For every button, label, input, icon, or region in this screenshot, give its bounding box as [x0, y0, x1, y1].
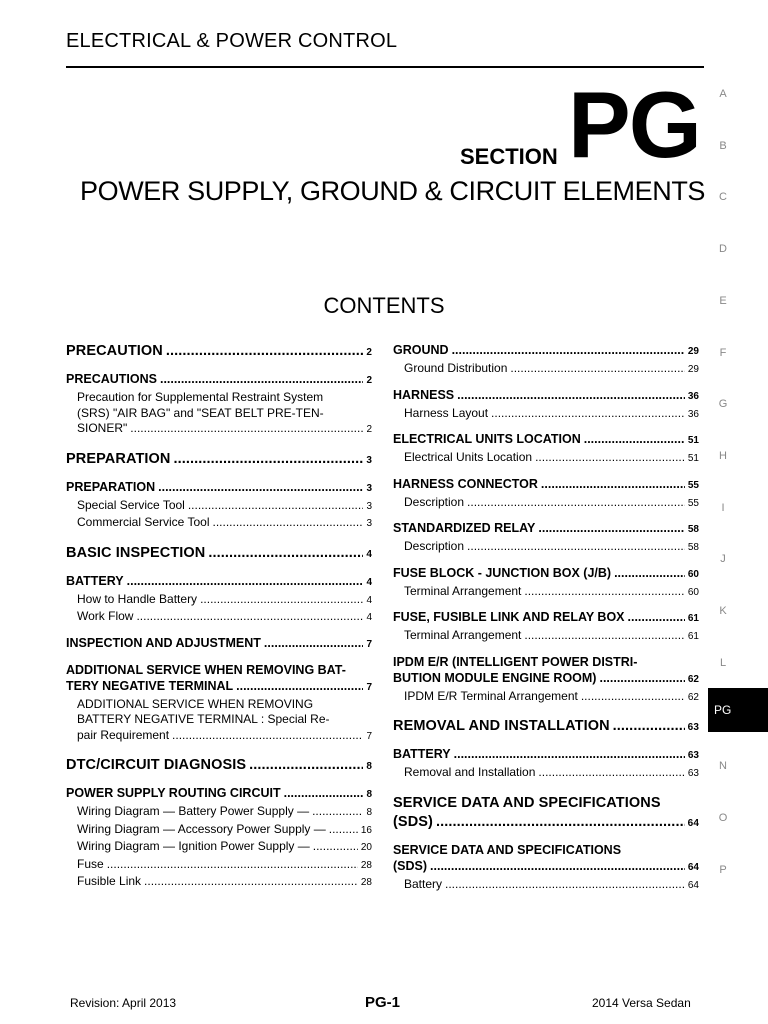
toc-page-number: 2 — [366, 347, 372, 358]
toc-entry-title: HARNESS — [393, 387, 455, 402]
toc-entry[interactable] — [66, 592, 372, 609]
toc-entry[interactable] — [393, 689, 699, 706]
toc-entry-title: Precaution for Supplemental Restraint System — [77, 390, 324, 404]
toc-entry[interactable] — [66, 874, 372, 891]
toc-leader-dots — [454, 746, 685, 762]
toc-entry[interactable] — [66, 697, 372, 745]
toc-leader-dots — [445, 877, 685, 893]
toc-page-number: 3 — [366, 500, 372, 512]
toc-entry[interactable] — [66, 450, 372, 470]
main-title: POWER SUPPLY, GROUND & CIRCUIT ELEMENTS — [80, 176, 706, 206]
toc-page-number: 64 — [687, 879, 699, 891]
toc-entry-title: ELECTRICAL UNITS LOCATION — [393, 432, 581, 446]
toc-entry-title: (SRS) "AIR BAG" and "SEAT BELT PRE-TEN- — [77, 405, 324, 420]
toc-entry[interactable] — [393, 842, 699, 876]
toc-entry[interactable] — [66, 515, 372, 532]
toc-leader-dots — [538, 520, 685, 536]
toc-entry-title: HARNESS CONNECTOR — [393, 476, 538, 491]
header-rule — [66, 66, 704, 68]
toc-leader-dots — [467, 495, 685, 511]
side-tab[interactable]: A — [719, 88, 727, 100]
toc-leader-dots — [136, 609, 363, 625]
toc-page-number: 7 — [366, 730, 372, 742]
toc-entry-title: INSPECTION AND ADJUSTMENT — [66, 635, 261, 650]
toc-entry[interactable] — [66, 498, 372, 515]
toc-page-number: 61 — [687, 631, 699, 642]
toc-entry-title: PREPARATION — [66, 450, 171, 467]
toc-leader-dots — [166, 342, 363, 361]
toc-page-number: 8 — [366, 807, 372, 818]
toc-page-number: 2 — [366, 424, 372, 435]
toc-entry-title: STANDARDIZED RELAY — [393, 521, 536, 535]
toc-entry[interactable] — [66, 479, 372, 497]
side-tab[interactable]: B — [719, 139, 727, 152]
side-tab[interactable]: E — [719, 294, 727, 307]
toc-page-number: 3 — [366, 518, 372, 529]
toc-entry-title: BATTERY — [393, 747, 451, 761]
toc-leader-dots — [160, 371, 363, 387]
toc-page-number: 61 — [687, 613, 699, 624]
toc-entry-title: Description — [404, 539, 465, 553]
toc-right-column — [393, 342, 699, 894]
toc-entry-title: pair Requirement — [77, 727, 170, 742]
toc-page-number: 8 — [366, 789, 372, 800]
toc-page-number: 7 — [366, 638, 372, 650]
toc-entry[interactable] — [66, 635, 372, 653]
toc-entry-title: IPDM E/R Terminal Arrangement — [404, 688, 578, 703]
toc-leader-dots — [144, 874, 358, 890]
toc-page-number: 60 — [687, 586, 699, 598]
toc-entry[interactable] — [66, 857, 372, 874]
toc-entry[interactable] — [393, 361, 699, 378]
footer-revision: Revision: April 2013 — [70, 996, 177, 1010]
toc-entry[interactable] — [66, 609, 372, 626]
toc-entry[interactable] — [393, 406, 699, 423]
toc-entry-title: How to Handle Battery — [77, 591, 198, 606]
toc-leader-dots — [158, 479, 363, 495]
toc-entry-title: (SDS) — [393, 858, 428, 873]
toc-page-number: 63 — [687, 768, 699, 779]
side-tab[interactable]: F — [719, 346, 727, 359]
toc-leader-dots — [584, 431, 685, 447]
section-word: SECTION — [460, 144, 558, 169]
toc-page-number: 62 — [687, 691, 699, 703]
toc-entry[interactable] — [393, 609, 699, 627]
toc-entry[interactable] — [393, 877, 699, 894]
contents-heading: CONTENTS — [323, 293, 445, 318]
toc-page-number: 51 — [687, 453, 699, 464]
toc-page-number: 62 — [687, 673, 699, 685]
toc-entry-title: (SDS) — [393, 813, 433, 830]
side-tab[interactable]: P — [719, 863, 727, 876]
toc-entry-title: Electrical Units Location — [404, 450, 533, 464]
toc-entry-title: Wiring Diagram — Ignition Power Supply — — [77, 839, 310, 853]
toc-entry[interactable] — [66, 573, 372, 591]
toc-leader-dots — [581, 689, 685, 705]
toc-entry-title: Battery — [404, 876, 443, 891]
toc-leader-dots — [436, 813, 685, 832]
side-tab[interactable]: I — [721, 501, 725, 514]
toc-leader-dots — [510, 361, 684, 377]
toc-leader-dots — [628, 609, 685, 625]
toc-page-number: 58 — [687, 542, 699, 553]
toc-page-number: 36 — [687, 390, 699, 402]
toc-leader-dots — [467, 539, 685, 555]
toc-page-number: 3 — [366, 454, 372, 466]
toc-entry-title: BATTERY — [66, 573, 124, 588]
toc-leader-dots — [538, 765, 684, 781]
toc-page-number: 36 — [687, 408, 699, 420]
toc-entry-title: REMOVAL AND INSTALLATION — [393, 718, 610, 734]
side-tab[interactable]: N — [719, 760, 727, 773]
toc-page-number: 4 — [366, 576, 372, 588]
toc-entry-title: ADDITIONAL SERVICE WHEN REMOVING — [77, 696, 314, 711]
toc-entry-title: PRECAUTION — [66, 343, 163, 359]
toc-page-number: 4 — [366, 612, 372, 623]
toc-page-number: 64 — [687, 861, 699, 873]
toc-entry-title: PREPARATION — [66, 479, 156, 494]
toc-page-number: 63 — [687, 750, 699, 761]
toc-page-number: 7 — [366, 681, 372, 693]
toc-leader-dots — [173, 450, 363, 469]
toc-leader-dots — [491, 406, 685, 422]
toc-entry[interactable] — [393, 746, 699, 764]
toc-entry[interactable] — [393, 476, 699, 494]
toc-leader-dots — [264, 635, 364, 651]
toc-leader-dots — [313, 839, 358, 855]
toc-entry-title: Wiring Diagram — Accessory Power Supply — — [77, 821, 326, 836]
toc-entry[interactable] — [66, 804, 372, 821]
toc-leader-dots — [614, 565, 685, 581]
toc-entry[interactable] — [393, 387, 699, 405]
toc-entry-title: Fuse — [77, 856, 104, 871]
toc-entry-title: GROUND — [393, 343, 449, 357]
toc-entry[interactable] — [66, 371, 372, 389]
toc-entry-title: SERVICE DATA AND SPECIFICATIONS — [393, 842, 622, 857]
toc-leader-dots — [213, 515, 364, 531]
toc-leader-dots — [188, 498, 364, 514]
toc-entry[interactable] — [393, 628, 699, 645]
toc-page-number: 4 — [366, 548, 372, 560]
toc-page-number: 29 — [687, 346, 699, 357]
side-tab-active[interactable]: PG — [708, 688, 768, 732]
toc-entry-title: Description — [404, 494, 465, 509]
toc-entry[interactable] — [393, 342, 699, 360]
side-tab[interactable]: L — [719, 656, 727, 669]
toc-entry-title: Terminal Arrangement — [404, 628, 522, 642]
toc-page-number: 4 — [366, 594, 372, 606]
toc-entry[interactable] — [393, 539, 699, 556]
toc-leader-dots — [613, 717, 685, 736]
toc-leader-dots — [127, 573, 364, 589]
side-tab[interactable]: O — [718, 811, 728, 824]
toc-entry-title: Fusible Link — [77, 874, 142, 888]
toc-entry-title: FUSE, FUSIBLE LINK AND RELAY BOX — [393, 610, 625, 624]
toc-page-number: 55 — [687, 479, 699, 491]
toc-page-number: 16 — [360, 824, 372, 836]
side-tab[interactable]: G — [718, 398, 728, 411]
toc-entry-title: Harness Layout — [404, 405, 489, 420]
side-tab[interactable]: K — [719, 605, 727, 617]
toc-entry-title: ADDITIONAL SERVICE WHEN REMOVING BAT- — [66, 662, 346, 677]
toc-entry[interactable] — [393, 654, 699, 688]
toc-page-number: 63 — [687, 722, 699, 733]
toc-entry[interactable] — [66, 785, 372, 803]
toc-entry-title: Work Flow — [77, 609, 134, 623]
toc-leader-dots — [236, 678, 363, 694]
toc-leader-dots — [172, 728, 363, 744]
toc-entry-title: Ground Distribution — [404, 361, 508, 375]
toc-page-number: 3 — [366, 482, 372, 494]
toc-entry-title: FUSE BLOCK - JUNCTION BOX (J/B) — [393, 565, 612, 580]
toc-page-number: 60 — [687, 568, 699, 580]
toc-entry[interactable] — [393, 495, 699, 512]
toc-entry-title: Removal and Installation — [404, 765, 536, 779]
footer-page-number: PG-1 — [365, 994, 401, 1011]
side-tab[interactable]: D — [719, 243, 727, 256]
toc-entry-title: BUTION MODULE ENGINE ROOM) — [393, 670, 597, 685]
toc-entry-title: Terminal Arrangement — [404, 583, 522, 598]
toc-leader-dots — [312, 804, 363, 820]
toc-leader-dots — [107, 857, 358, 873]
toc-page-number: 8 — [366, 761, 372, 772]
toc-entry-title: SIONER" — [77, 421, 128, 435]
toc-entry-title: DTC/CIRCUIT DIAGNOSIS — [66, 757, 247, 773]
header-title: ELECTRICAL & POWER CONTROL — [66, 30, 398, 52]
side-tab[interactable]: C — [719, 191, 727, 204]
toc-entry-title: Wiring Diagram — Battery Power Supply — — [77, 804, 310, 818]
toc-entry-title: Commercial Service Tool — [77, 515, 210, 529]
toc-leader-dots — [249, 756, 363, 775]
toc-entry[interactable] — [393, 717, 699, 737]
toc-leader-dots — [430, 858, 685, 874]
toc-leader-dots — [535, 450, 685, 466]
toc-leader-dots — [130, 421, 363, 437]
toc-entry-title: IPDM E/R (INTELLIGENT POWER DISTRI- — [393, 654, 638, 669]
toc-entry[interactable] — [393, 450, 699, 467]
side-tab[interactable]: H — [719, 449, 727, 462]
toc-entry[interactable] — [66, 342, 372, 362]
toc-leader-dots — [524, 584, 684, 600]
toc-entry-title: BATTERY NEGATIVE TERMINAL : Special Re- — [77, 712, 330, 726]
side-tab[interactable]: J — [720, 553, 726, 566]
toc-leader-dots — [524, 628, 684, 644]
toc-entry[interactable] — [393, 584, 699, 601]
toc-page-number: 51 — [687, 435, 699, 446]
toc-leader-dots — [457, 387, 685, 403]
toc-page-number: 28 — [360, 877, 372, 888]
toc-page-number: 20 — [360, 842, 372, 853]
toc-entry-title: BASIC INSPECTION — [66, 544, 206, 561]
toc-entry-title: Special Service Tool — [77, 497, 185, 512]
toc-page-number: 28 — [360, 859, 372, 871]
toc-entry[interactable] — [393, 565, 699, 583]
toc-leader-dots — [599, 670, 684, 686]
toc-page-number: 64 — [687, 817, 699, 829]
toc-entry[interactable] — [393, 520, 699, 538]
toc-entry-title: POWER SUPPLY ROUTING CIRCUIT — [66, 786, 281, 800]
toc-page-number: 2 — [366, 375, 372, 386]
toc-leader-dots — [208, 544, 363, 563]
toc-page-number: 55 — [687, 497, 699, 509]
section-code: PG — [568, 72, 700, 177]
toc-leader-dots — [284, 785, 364, 801]
toc-page-number: 29 — [687, 364, 699, 375]
toc-entry[interactable] — [66, 662, 372, 696]
toc-entry[interactable] — [66, 839, 372, 856]
toc-entry-title: SERVICE DATA AND SPECIFICATIONS — [393, 794, 661, 811]
footer-model: 2014 Versa Sedan — [592, 996, 691, 1010]
toc-left-column — [66, 342, 372, 892]
toc-leader-dots — [541, 476, 685, 492]
toc-entry[interactable] — [66, 822, 372, 839]
toc-entry-title: TERY NEGATIVE TERMINAL — [66, 678, 234, 693]
toc-leader-dots — [329, 822, 358, 838]
toc-entry[interactable] — [393, 431, 699, 449]
toc-leader-dots — [452, 342, 685, 358]
toc-entry-title: PRECAUTIONS — [66, 372, 157, 386]
toc-entry[interactable] — [66, 756, 372, 776]
toc-leader-dots — [200, 592, 363, 608]
toc-entry[interactable] — [66, 544, 372, 564]
toc-page-number: 58 — [687, 524, 699, 535]
toc-entry[interactable] — [393, 794, 699, 833]
toc-entry[interactable] — [393, 765, 699, 782]
toc-entry[interactable] — [66, 390, 372, 438]
